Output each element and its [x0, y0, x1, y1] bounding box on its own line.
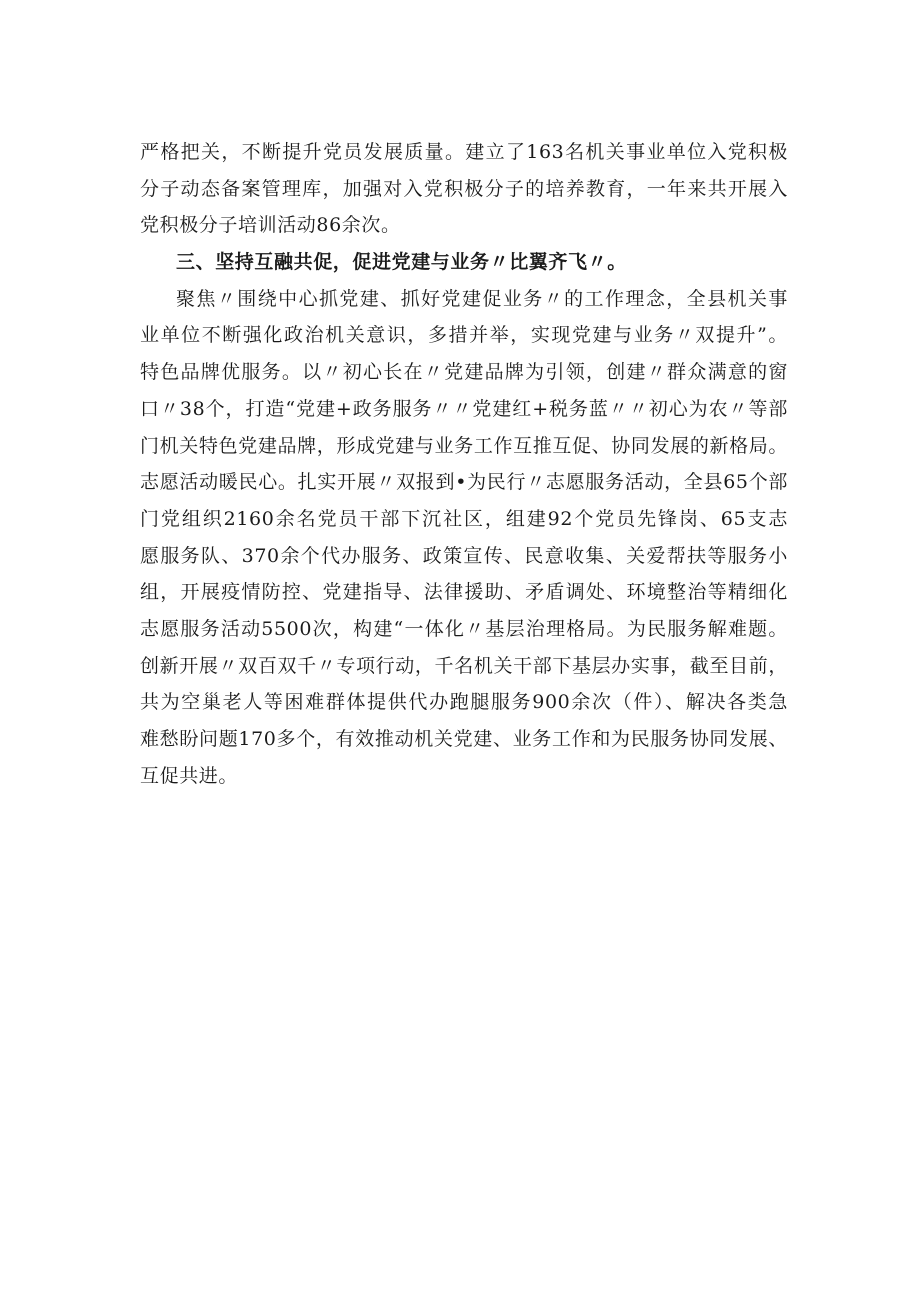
paragraph-line: 组，开展疫情防控、党建指导、法律援助、矛盾调处、环境整治等精细化	[140, 581, 788, 604]
paragraph-line: 严格把关，不断提升党员发展质量。建立了163名机关事业单位入党积极	[140, 141, 788, 163]
paragraph-line: 门机关特色党建品牌，形成党建与业务工作互推互促、协同发展的新格局。	[140, 434, 788, 457]
paragraph-line: 党积极分子培训活动86余次。	[140, 214, 401, 237]
paragraph-line: 志愿服务活动5500次，构建“一体化〃基层治理格局。为民服务解难题。	[140, 617, 788, 640]
paragraph-line: 互促共进。	[140, 764, 239, 787]
paragraph-line: 分子动态备案管理库，加强对入党积极分子的培养教育，一年来共开展入	[140, 177, 788, 200]
body-text	[140, 134, 788, 794]
paragraph-line: 志愿活动暖民心。扎实开展〃双报到•为民行〃志愿服务活动，全县65个部	[140, 471, 788, 494]
paragraph-line: 创新开展〃双百双千〃专项行动，千名机关干部下基层办实事，截至目前，	[140, 654, 788, 677]
paragraph-line: 特色品牌优服务。以〃初心长在〃党建品牌为引领，创建〃群众满意的窗	[140, 361, 788, 384]
paragraph-line: 聚焦〃围绕中心抓党建、抓好党建促业务〃的工作理念，全县机关事	[176, 287, 788, 310]
paragraph-line: 业单位不断强化政治机关意识，多措并举，实现党建与业务〃双提升”。	[140, 324, 788, 347]
paragraph-line: 愿服务队、370余个代办服务、政策宣传、民意收集、关爱帮扶等服务小	[140, 544, 788, 567]
paragraph-line: 难愁盼问题170多个，有效推动机关党建、业务工作和为民服务协同发展、	[140, 728, 788, 750]
paragraph-line: 口〃38个，打造“党建+政务服务〃〃党建红+税务蓝〃〃初心为农〃等部	[140, 397, 788, 420]
paragraph-line: 共为空巢老人等困难群体提供代办跑腿服务900余次（件）、解决各类急	[140, 691, 788, 714]
paragraph-line: 门党组织2160余名党员干部下沉社区，组建92个党员先锋岗、65支志	[140, 507, 788, 530]
section-heading: 三、坚持互融共促，促进党建与业务〃比翼齐飞〃。	[176, 251, 627, 274]
